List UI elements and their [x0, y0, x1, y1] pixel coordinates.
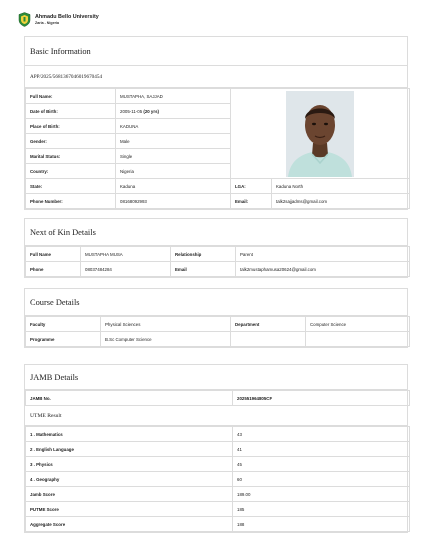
basic-information-card — [24, 36, 408, 210]
faculty-label: Faculty — [26, 317, 101, 332]
table-row — [26, 332, 410, 347]
putme-score-value: 185 — [233, 502, 410, 517]
passport-photo-cell — [231, 89, 410, 179]
jamb-number-value: 202551964805CF — [233, 391, 410, 406]
page-header — [18, 12, 99, 27]
table-row — [26, 194, 410, 209]
table-row — [26, 179, 410, 194]
aggregate-score-label: Aggregate Score — [26, 517, 233, 532]
next-of-kin-title: Next of Kin Details — [25, 219, 407, 246]
subject-label: 3 . Physics — [26, 457, 233, 472]
next-of-kin-table — [25, 246, 410, 277]
kin-phone-value: 08037484284 — [81, 262, 171, 277]
jamb-number-table — [25, 390, 410, 406]
programme-label: Programme — [26, 332, 101, 347]
subject-label: 4 . Geography — [26, 472, 233, 487]
subject-score: 60 — [233, 472, 410, 487]
table-row — [26, 317, 410, 332]
lga-value: Kaduna North — [272, 179, 410, 194]
table-row — [26, 391, 410, 406]
state-label: State: — [26, 179, 116, 194]
jamb-details-card — [24, 364, 408, 533]
aggregate-score-value: 188 — [233, 517, 410, 532]
gender-value: Male — [116, 134, 231, 149]
programme-value: B.Sc Computer Science — [101, 332, 231, 347]
kin-relationship-label: Relationship — [171, 247, 236, 262]
table-row — [26, 472, 410, 487]
email-value: talk2sajjadms@gmail.com — [272, 194, 410, 209]
table-row — [26, 457, 410, 472]
full-name-label: Full Name: — [26, 89, 116, 104]
empty-cell — [306, 332, 410, 347]
lga-label: LGA: — [231, 179, 272, 194]
full-name-value: MUSTAPHA, SAJJAD — [116, 89, 231, 104]
subject-label: 2 . English Language — [26, 442, 233, 457]
department-label: Department — [231, 317, 306, 332]
department-value: Computer Science — [306, 317, 410, 332]
kin-email-label: Email — [171, 262, 236, 277]
kin-email-value: talk2mustaphamusa20624@gmail.com — [236, 262, 410, 277]
gender-label: Gender: — [26, 134, 116, 149]
utme-result-table — [25, 426, 410, 532]
subject-label: 1 . Mathematics — [26, 427, 233, 442]
country-label: Country: — [26, 164, 116, 179]
jamb-score-label: Jamb Score — [26, 487, 233, 502]
basic-information-title: Basic Information — [25, 37, 407, 66]
kin-relationship-value: Parent — [236, 247, 410, 262]
country-value: Nigeria — [116, 164, 231, 179]
date-of-birth-label: Date of Birth: — [26, 104, 116, 119]
table-row — [26, 517, 410, 532]
table-row — [26, 442, 410, 457]
utme-result-heading: UTME Result — [25, 406, 407, 426]
university-location: Zaria - Nigeria — [35, 20, 59, 25]
date-of-birth-date: 2005-11-05 — [120, 108, 144, 114]
age-value: (20 yrs) — [143, 108, 159, 114]
course-details-card — [24, 288, 408, 348]
kin-phone-label: Phone — [26, 262, 81, 277]
phone-number-value: 08168092993 — [116, 194, 231, 209]
date-of-birth-value — [116, 104, 231, 119]
table-row — [26, 262, 410, 277]
phone-number-label: Phone Number: — [26, 194, 116, 209]
place-of-birth-label: Place of Birth: — [26, 119, 116, 134]
kin-full-name-label: Full Name — [26, 247, 81, 262]
table-row — [26, 427, 410, 442]
jamb-details-title: JAMB Details — [25, 365, 407, 390]
empty-cell — [231, 332, 306, 347]
university-name: Ahmadu Bello University — [35, 13, 99, 20]
next-of-kin-card — [24, 218, 408, 278]
subject-score: 41 — [233, 442, 410, 457]
email-label: Email: — [231, 194, 272, 209]
putme-score-label: PUTME Score — [26, 502, 233, 517]
passport-photo — [286, 91, 354, 177]
subject-score: 45 — [233, 457, 410, 472]
table-row — [26, 502, 410, 517]
jamb-number-label: JAMB No. — [26, 391, 233, 406]
place-of-birth-value: KADUNA — [116, 119, 231, 134]
table-row — [26, 247, 410, 262]
subject-score: 43 — [233, 427, 410, 442]
course-details-title: Course Details — [25, 289, 407, 316]
state-value: Kaduna — [116, 179, 231, 194]
jamb-score-value: 189.00 — [233, 487, 410, 502]
table-row — [26, 487, 410, 502]
table-row — [26, 89, 410, 104]
application-number: APP/2025/5681367046019670454 — [25, 66, 407, 88]
university-logo-icon — [18, 12, 31, 27]
marital-status-value: Single — [116, 149, 231, 164]
marital-status-label: Marital Status: — [26, 149, 116, 164]
course-details-table — [25, 316, 410, 347]
faculty-value: Physical Sciences — [101, 317, 231, 332]
kin-full-name-value: MUSTAPHA MUSA — [81, 247, 171, 262]
basic-information-table — [25, 88, 410, 209]
